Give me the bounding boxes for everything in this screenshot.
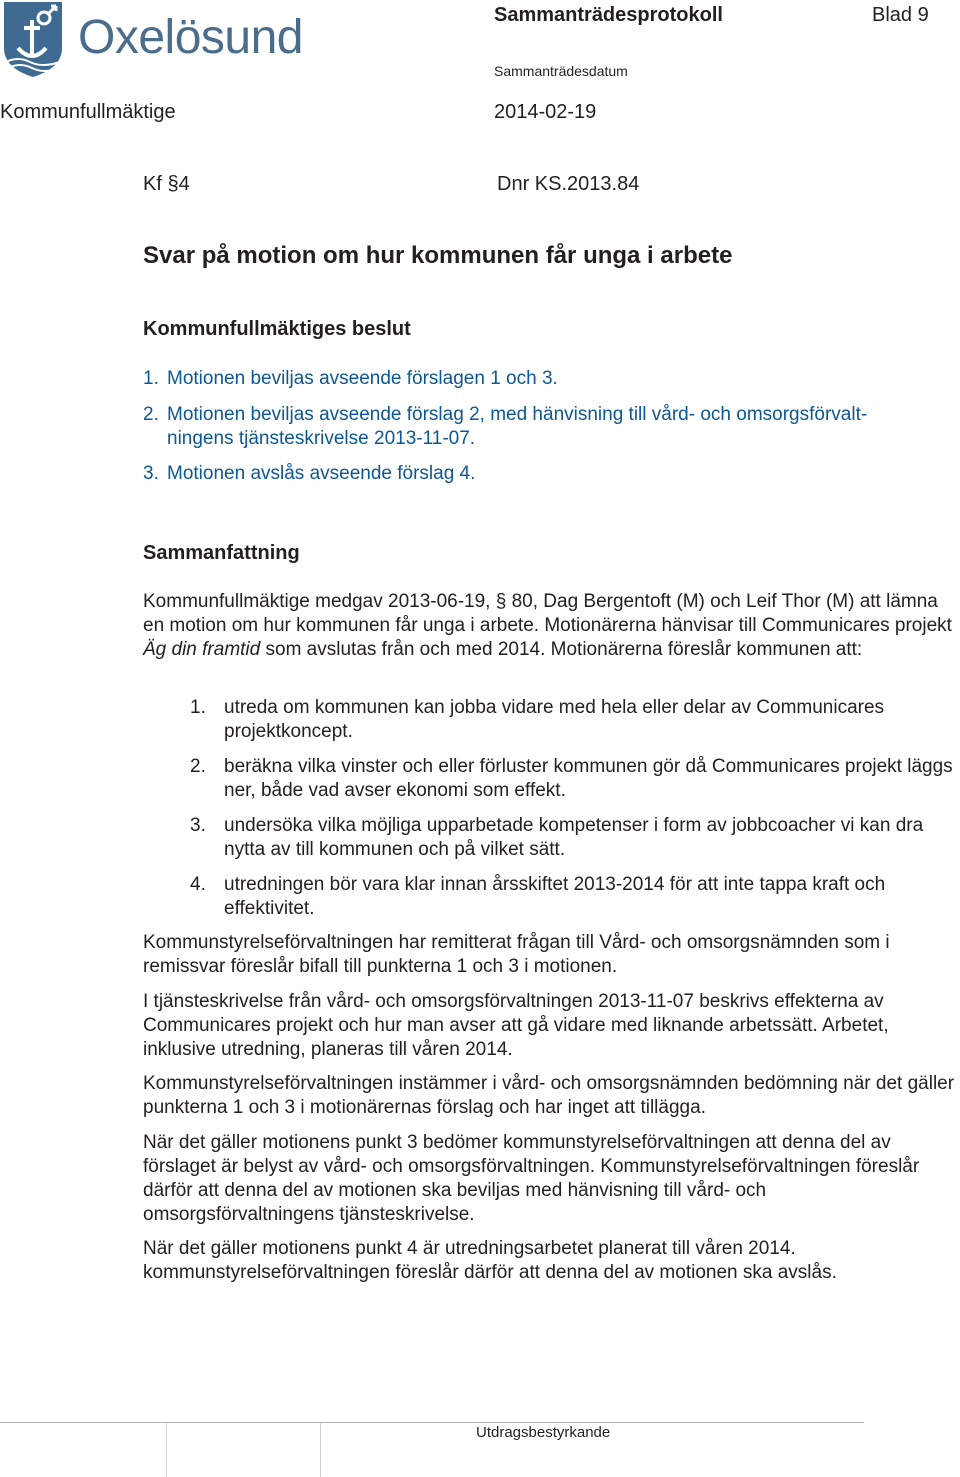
page-title: Svar på motion om hur kommunen får unga i arbete	[143, 242, 733, 269]
summary-paragraph: I tjänsteskrivelse från vård- och omsorgsförvaltningen 2013-11-07 beskrivs effekterna av Communicares projekt och hur man avser att gå vidare med liknande arbetssätt. Arbetet, inklusive utredning, planeras till våren 2014.	[143, 991, 889, 1060]
signature-box-divider	[166, 1423, 167, 1477]
decision-item-number: 3.	[143, 463, 159, 484]
proposal-list-item	[190, 873, 960, 921]
meeting-date-label: Sammanträdesdatum	[494, 63, 628, 79]
footer-rule	[0, 1422, 864, 1423]
summary-paragraph: När det gäller motionens punkt 3 bedömer kommunstyrelseförvaltningen att denna del av förslaget är belyst av vård- och omsorgsförvaltningen. Kommunstyrelseförvaltningen föreslår därför att denna del av motionen ska beviljas med hänvisning till vård- och omsorgsförvaltningens tjänsteskrivelse.	[143, 1132, 920, 1225]
proposal-text: utreda om kommunen kan jobba vidare med hela eller delar av Communicares projektkoncept.	[224, 697, 885, 742]
summary-intro-text-end: som avslutas från och med 2014. Motionärerna föreslår kommunen att:	[260, 639, 863, 660]
proposal-number: 1.	[190, 697, 206, 718]
proposal-number: 2.	[190, 756, 206, 777]
document-type: Sammanträdesprotokoll	[494, 4, 723, 26]
summary-paragraph: Kommunstyrelseförvaltningen instämmer i vård- och omsorgsnämnden bedömning när det gäller punkterna 1 och 3 i motionärernas förslag och har inget att tillägga.	[143, 1073, 955, 1118]
decision-item	[143, 403, 958, 451]
proposal-text: utredningen bör vara klar innan årsskiftet 2013-2014 för att inte tappa kraft och effektivitet.	[224, 874, 886, 919]
logo	[0, 0, 340, 80]
decision-item-number: 2.	[143, 404, 159, 425]
decision-item-text: Motionen beviljas avseende förslag 2, med hänvisning till vård- och omsorgsförvalt-	[167, 404, 868, 425]
project-name: Äg din framtid	[143, 639, 261, 660]
proposal-number: 3.	[190, 815, 206, 836]
proposal-list-item	[190, 696, 960, 744]
proposal-text: beräkna vilka vinster och eller förluster kommunen gör då Communicares projekt läggs ner, både vad avser ekonomi som effekt.	[224, 756, 953, 801]
decision-heading: Kommunfullmäktiges beslut	[143, 318, 411, 340]
diary-number: Dnr KS.2013.84	[497, 173, 640, 195]
summary-intro	[143, 590, 960, 662]
summary-paragraph: När det gäller motionens punkt 4 är utredningsarbetet planerat till våren 2014. kommunstyrelseförvaltningen föreslår därför att denna del av motionen ska avslås.	[143, 1238, 837, 1283]
page-number: Blad 9	[872, 4, 929, 26]
paragraph-number: Kf §4	[143, 173, 190, 195]
decision-item-text: Motionen avslås avseende förslag 4.	[167, 463, 476, 484]
summary-heading: Sammanfattning	[143, 542, 300, 564]
certification-label: Utdragsbestyrkande	[476, 1424, 611, 1441]
proposal-text: undersöka vilka möjliga upparbetade kompetenser i form av jobbcoacher vi kan dra nytta av till kommunen och på vilket sätt.	[224, 815, 924, 860]
signature-box-divider	[320, 1423, 321, 1477]
organ-name: Kommunfullmäktige	[0, 101, 176, 123]
proposal-number: 4.	[190, 874, 206, 895]
decision-item-text: Motionen beviljas avseende förslagen 1 och 3.	[167, 368, 558, 389]
proposal-list-item	[190, 755, 960, 803]
proposal-list-item	[190, 814, 960, 862]
oxelosund-coat-of-arms-icon	[2, 0, 64, 78]
decision-item-text-continued: ningens tjänsteskrivelse 2013-11-07.	[167, 428, 476, 449]
summary-intro-text: Kommunfullmäktige medgav 2013-06-19, § 80, Dag Bergentoft (M) och Leif Thor (M) att lämna en motion om hur kommunen får unga i arbete. Motionärerna hänvisar till Communicares projekt	[143, 591, 952, 636]
meeting-date: 2014-02-19	[494, 101, 597, 123]
summary-paragraph: Kommunstyrelseförvaltningen har remitterat frågan till Vård- och omsorgsnämnden som i remissvar föreslår bifall till punkterna 1 och 3 i motionen.	[143, 932, 890, 977]
decision-item-number: 1.	[143, 368, 159, 389]
logo-wordmark: Oxelösund	[78, 11, 303, 64]
decision-item	[143, 367, 958, 391]
decision-item	[143, 462, 958, 486]
